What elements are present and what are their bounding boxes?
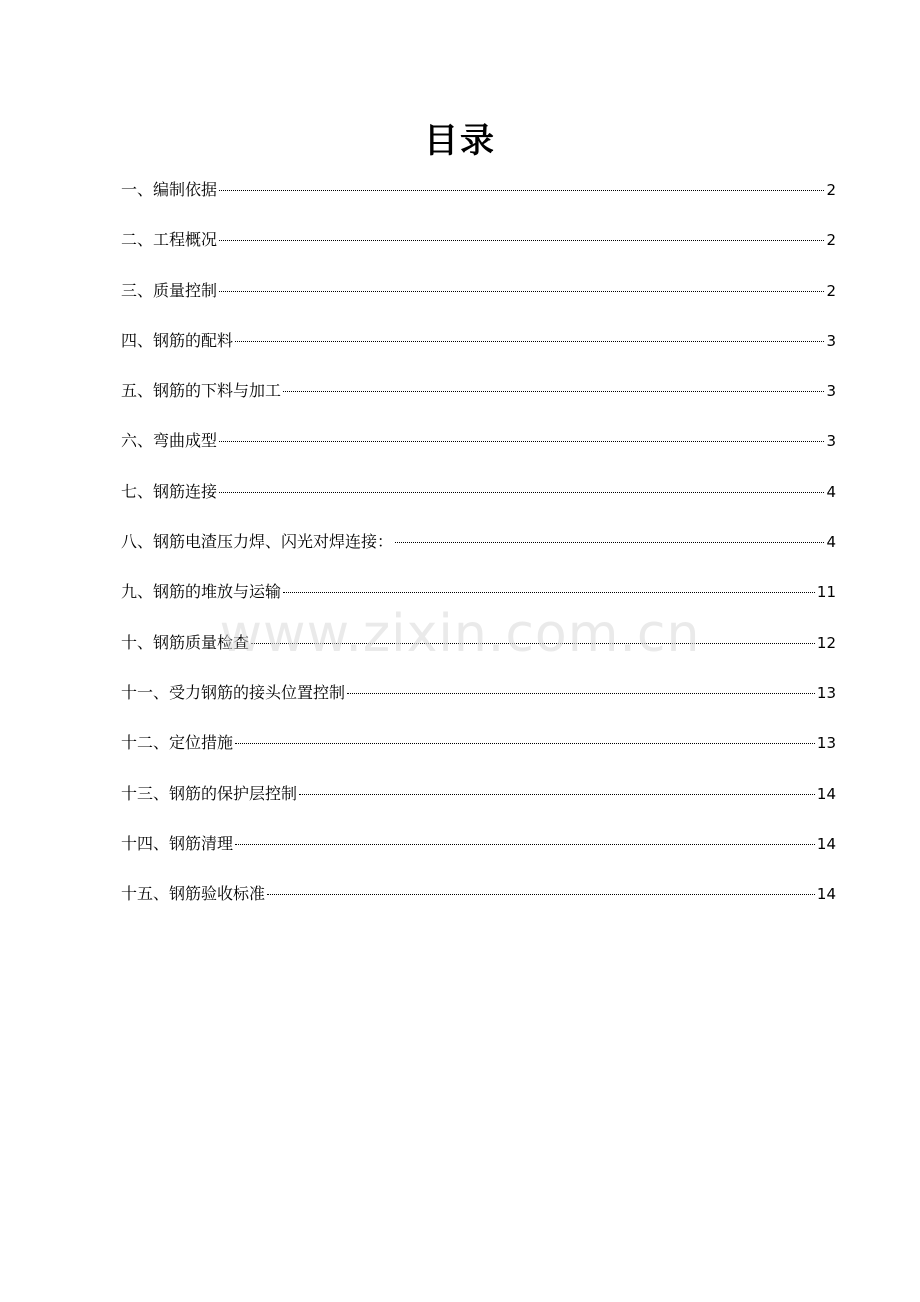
toc-entry-page: 14 bbox=[816, 784, 836, 803]
table-of-contents bbox=[121, 176, 836, 930]
toc-dot-leader bbox=[299, 794, 815, 795]
toc-dot-leader bbox=[251, 643, 815, 644]
toc-dot-leader bbox=[235, 844, 815, 845]
toc-entry-page: 4 bbox=[826, 482, 836, 501]
page-title: 目录 bbox=[424, 121, 496, 161]
toc-entry[interactable] bbox=[121, 327, 836, 377]
toc-entry-label: 十二、定位措施 bbox=[121, 733, 234, 753]
toc-entry-label: 一、编制依据 bbox=[121, 180, 218, 199]
toc-entry[interactable] bbox=[121, 377, 836, 427]
toc-entry-label: 二、工程概况 bbox=[121, 230, 218, 250]
toc-entry-label: 三、质量控制 bbox=[121, 280, 218, 300]
toc-entry[interactable] bbox=[121, 277, 836, 327]
toc-entry[interactable] bbox=[121, 679, 836, 729]
toc-entry[interactable] bbox=[121, 830, 836, 880]
toc-entry-label: 十、钢筋质量检查 bbox=[121, 632, 250, 652]
toc-entry-page: 11 bbox=[816, 583, 836, 602]
toc-dot-leader bbox=[219, 190, 824, 191]
toc-entry-page: 2 bbox=[826, 181, 836, 199]
toc-entry-page: 13 bbox=[816, 734, 836, 753]
toc-entry-page: 3 bbox=[826, 331, 836, 350]
toc-entry-label: 十四、钢筋清理 bbox=[121, 833, 234, 853]
toc-entry[interactable] bbox=[121, 880, 836, 930]
watermark: www.zixin.com.cn bbox=[219, 604, 701, 664]
toc-entry[interactable] bbox=[121, 226, 836, 276]
toc-entry-page: 3 bbox=[826, 382, 836, 401]
toc-entry[interactable] bbox=[121, 729, 836, 779]
toc-dot-leader bbox=[347, 693, 815, 694]
toc-entry-label: 八、钢筋电渣压力焊、闪光对焊连接： bbox=[121, 532, 394, 552]
toc-entry[interactable] bbox=[121, 528, 836, 578]
toc-dot-leader bbox=[235, 743, 815, 744]
toc-entry-page: 4 bbox=[826, 533, 836, 552]
toc-entry-page: 2 bbox=[826, 281, 836, 300]
toc-entry-label: 四、钢筋的配料 bbox=[121, 330, 234, 350]
toc-dot-leader bbox=[395, 542, 824, 543]
toc-entry-label: 九、钢筋的堆放与运输 bbox=[121, 582, 282, 602]
toc-entry[interactable] bbox=[121, 176, 836, 226]
toc-dot-leader bbox=[219, 240, 824, 241]
toc-entry-label: 十五、钢筋验收标准 bbox=[121, 884, 266, 904]
toc-entry-page: 14 bbox=[816, 834, 836, 853]
toc-entry-page: 14 bbox=[816, 885, 836, 904]
toc-dot-leader bbox=[283, 391, 824, 392]
toc-dot-leader bbox=[283, 592, 815, 593]
toc-entry-label: 十一、受力钢筋的接头位置控制 bbox=[121, 682, 346, 702]
toc-entry-label: 十三、钢筋的保护层控制 bbox=[121, 783, 298, 803]
toc-entry[interactable] bbox=[121, 629, 836, 679]
toc-entry-page: 12 bbox=[816, 633, 836, 652]
toc-entry-label: 五、钢筋的下料与加工 bbox=[121, 381, 282, 401]
toc-dot-leader bbox=[219, 492, 824, 493]
toc-entry-page: 3 bbox=[826, 432, 836, 451]
toc-dot-leader bbox=[267, 894, 815, 895]
toc-entry[interactable] bbox=[121, 478, 836, 528]
toc-entry-page: 2 bbox=[826, 231, 836, 250]
toc-entry[interactable] bbox=[121, 427, 836, 477]
toc-entry-page: 13 bbox=[816, 683, 836, 702]
toc-dot-leader bbox=[219, 441, 824, 442]
toc-dot-leader bbox=[235, 341, 824, 342]
toc-entry[interactable] bbox=[121, 780, 836, 830]
toc-entry-label: 六、弯曲成型 bbox=[121, 431, 218, 451]
toc-entry[interactable] bbox=[121, 578, 836, 628]
toc-entry-label: 七、钢筋连接 bbox=[121, 481, 218, 501]
toc-dot-leader bbox=[219, 291, 824, 292]
